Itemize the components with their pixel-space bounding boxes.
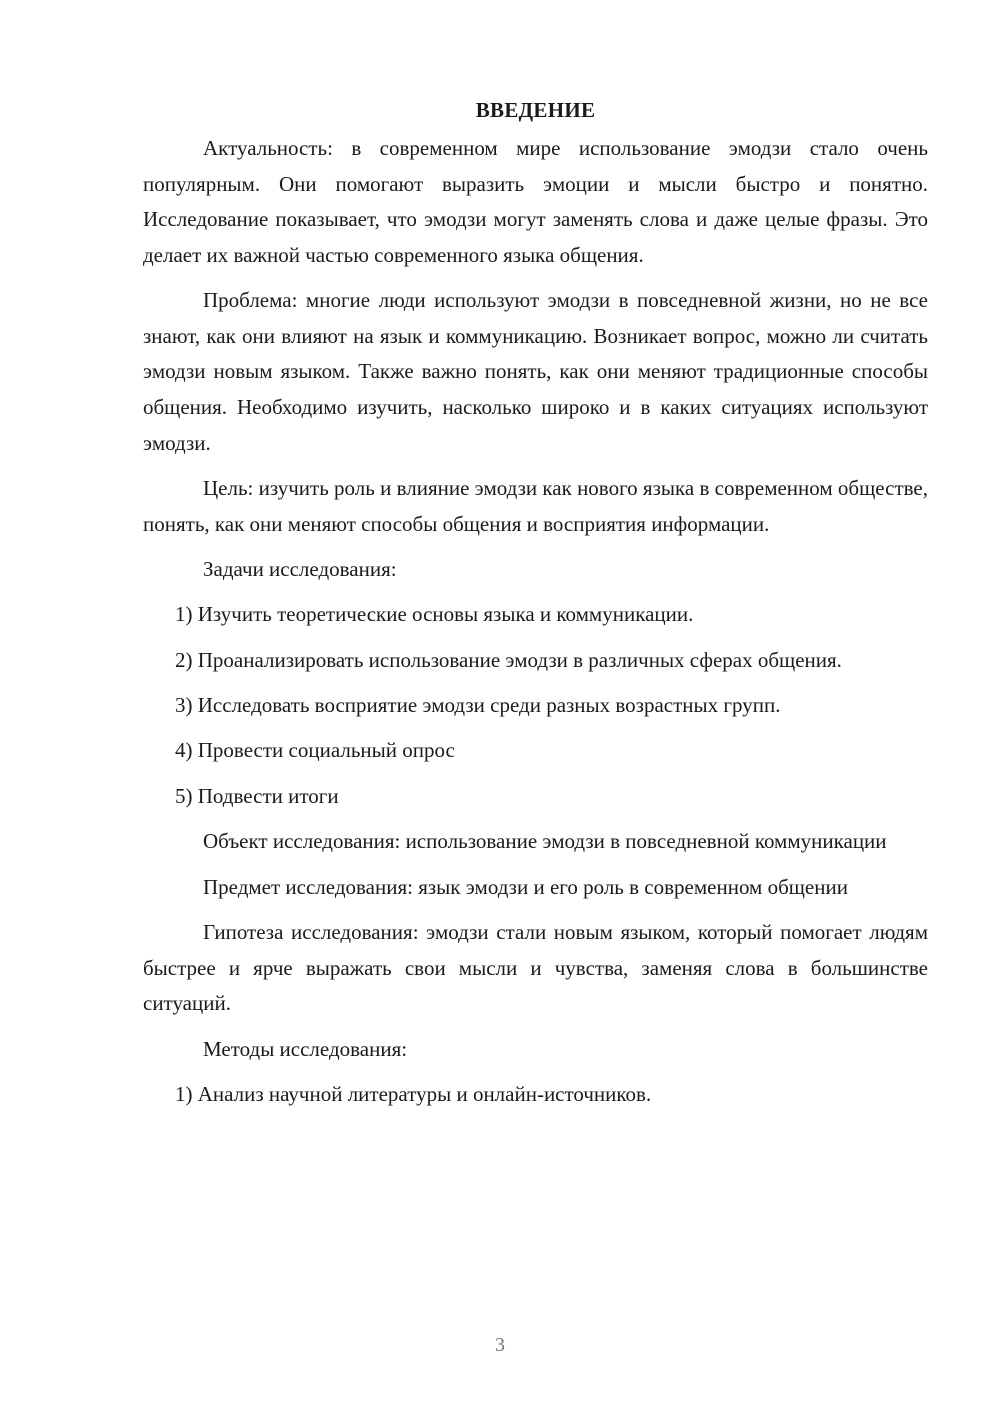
object-paragraph: Объект исследования: использование эмодзи в повседневной коммуникации [203,829,887,854]
task-item: 5) Подвести итоги [175,783,339,808]
problem-paragraph: Проблема: многие люди используют эмодзи в повседневной жизни, но не все знают, как они влияют на язык и коммуникацию. Возникает вопрос, можно ли считать эмодзи новым языком. Также важно понять, как они меняют традиционные способы общения. Необходимо изучить, насколько широко и в каких ситуациях используют эмодзи. [143,288,928,455]
method-item: 1) Анализ научной литературы и онлайн-источников. [175,1082,652,1107]
subject-paragraph: Предмет исследования: язык эмодзи и его роль в современном общении [203,874,848,899]
relevance-paragraph: Актуальность: в современном мире использование эмодзи стало очень популярным. Они помогают выразить эмоции и мысли быстро и понятно. Исследование показывает, что эмодзи могут заменять слова и даже целые фразы. Это делает их важной частью современного языка общения. [143,136,928,267]
task-item: 4) Провести социальный опрос [175,738,455,763]
methods-heading: Методы исследования: [203,1036,408,1061]
hypothesis-paragraph: Гипотеза исследования: эмодзи стали новым языком, который помогает людям быстрее и ярче выражать свои мысли и чувства, заменяя слова в большинстве ситуаций. [143,920,928,1016]
task-item: 3) Исследовать восприятие эмодзи среди разных возрастных групп. [175,693,781,718]
task-item: 2) Проанализировать использование эмодзи в различных сферах общения. [175,647,842,672]
section-title: ВВЕДЕНИЕ [475,98,596,122]
document-page [143,92,928,1113]
page-number: 3 [495,1334,505,1356]
tasks-heading: Задачи исследования: [203,556,397,581]
task-item: 1) Изучить теоретические основы языка и коммуникации. [175,602,694,627]
goal-paragraph: Цель: изучить роль и влияние эмодзи как нового языка в современном обществе, понять, как они меняют способы общения и восприятия информации. [143,475,928,536]
